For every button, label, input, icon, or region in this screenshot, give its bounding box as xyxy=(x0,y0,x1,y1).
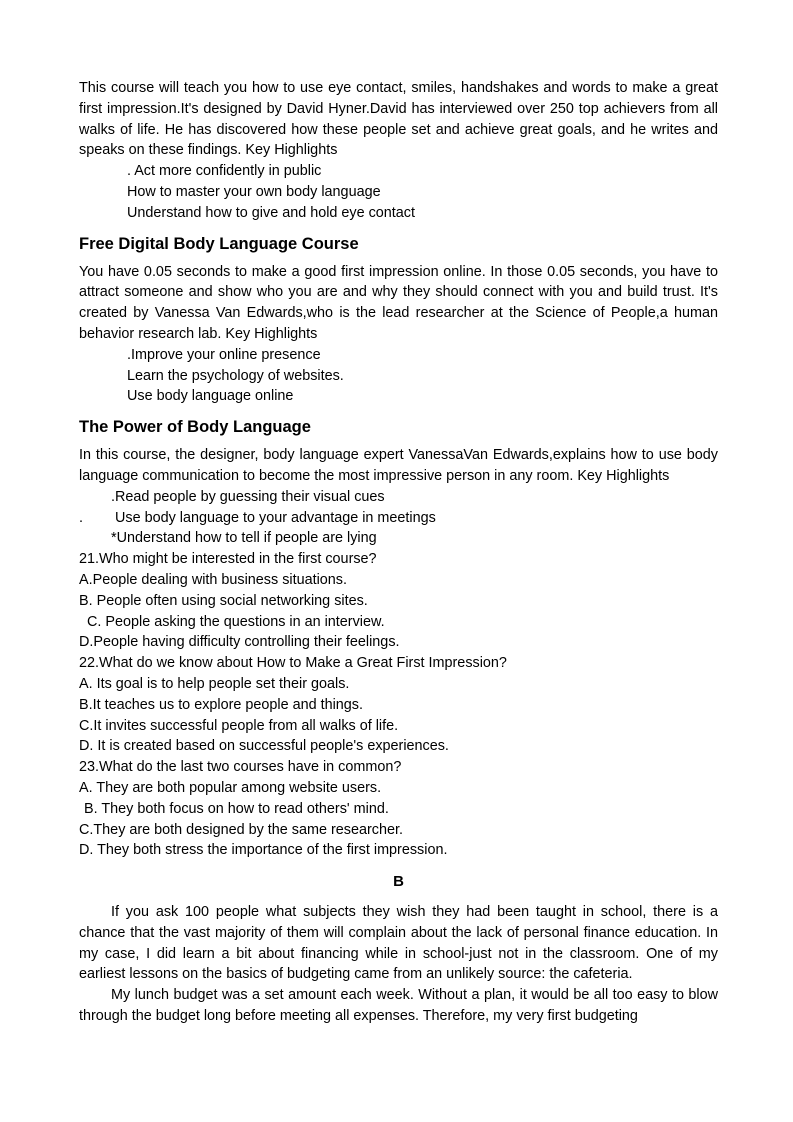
question-21 xyxy=(79,549,718,653)
section-b-label: B xyxy=(393,873,404,891)
course1-highlight-2: How to master your own body language xyxy=(127,183,381,200)
question-23-option-c: C.They are both designed by the same researcher. xyxy=(79,821,403,838)
question-21-option-a: A.People dealing with business situations. xyxy=(79,571,347,588)
question-22-option-c: C.It invites successful people from all walks of life. xyxy=(79,717,399,734)
question-21-option-b: B. People often using social networking sites. xyxy=(79,592,368,609)
course2-highlight-3: Use body language online xyxy=(127,388,294,405)
section-b-paragraph-2: My lunch budget was a set amount each week. Without a plan, it would be all too easy to blow through the budget long before meeting all expenses. Therefore, my very first budgeting xyxy=(79,987,718,1025)
course3-highlight-2: Use body language to your advantage in meetings xyxy=(115,509,436,526)
course2-highlight-2: Learn the psychology of websites. xyxy=(127,367,344,384)
stray-dot: . xyxy=(79,509,83,526)
question-22 xyxy=(79,653,718,757)
question-23-option-a: A. They are both popular among website users. xyxy=(79,779,382,796)
course3-highlight-3: *Understand how to tell if people are lying xyxy=(111,530,377,547)
question-21-stem: 21.Who might be interested in the first course? xyxy=(79,551,377,568)
question-23-stem: 23.What do the last two courses have in common? xyxy=(79,759,402,776)
course2-highlight-1: .Improve your online presence xyxy=(127,346,321,363)
question-22-option-b: B.It teaches us to explore people and things. xyxy=(79,696,364,713)
course3-highlight-1: .Read people by guessing their visual cues xyxy=(111,488,385,505)
course1-intro: This course will teach you how to use eye contact, smiles, handshakes and words to make a great first impression.It's designed by David Hyner.David has interviewed over 250 top achievers from all walks of life. He has discovered how these people set and achieve great goals, and he writes and speaks on these findings. Key Highlights xyxy=(79,80,718,159)
question-23-option-b: B. They both focus on how to read others' mind. xyxy=(84,800,389,817)
question-22-stem: 22.What do we know about How to Make a Great First Impression? xyxy=(79,655,507,672)
course1-highlight-3: Understand how to give and hold eye contact xyxy=(127,204,416,221)
question-21-option-c: C. People asking the questions in an interview. xyxy=(87,613,385,630)
question-23 xyxy=(79,757,718,861)
course1-highlight-1: . Act more confidently in public xyxy=(127,163,322,180)
course3-title: The Power of Body Language xyxy=(79,418,311,437)
course3-intro: In this course, the designer, body language expert VanessaVan Edwards,explains how to use body language communication to become the most impressive person in any room. Key Highlights xyxy=(79,447,718,484)
course2-intro: You have 0.05 seconds to make a good first impression online. In those 0.05 seconds, you have to attract someone and show who you are and why they should connect with you and build trust. It's created by Vanessa Van Edwards,who is the lead researcher at the Science of People,a human behavior research lab. Key Highlights xyxy=(79,263,718,342)
course3-highlight-2-row xyxy=(79,508,718,529)
course2-title: Free Digital Body Language Course xyxy=(79,234,359,253)
question-22-option-d: D. It is created based on successful people's experiences. xyxy=(79,738,449,755)
section-b-paragraph-1: If you ask 100 people what subjects they wish they had been taught in school, there is a chance that the vast majority of them will complain about the lack of personal finance education. In my case, I did learn a bit about financing while in school-just not in the classroom. One of my earliest lessons on the basics of budgeting came from an unlikely source: the cafeteria. xyxy=(79,904,718,983)
document-page xyxy=(79,78,718,1027)
question-21-option-d: D.People having difficulty controlling their feelings. xyxy=(79,634,400,651)
question-22-option-a: A. Its goal is to help people set their goals. xyxy=(79,675,350,692)
question-23-option-d: D. They both stress the importance of the first impression. xyxy=(79,842,448,859)
